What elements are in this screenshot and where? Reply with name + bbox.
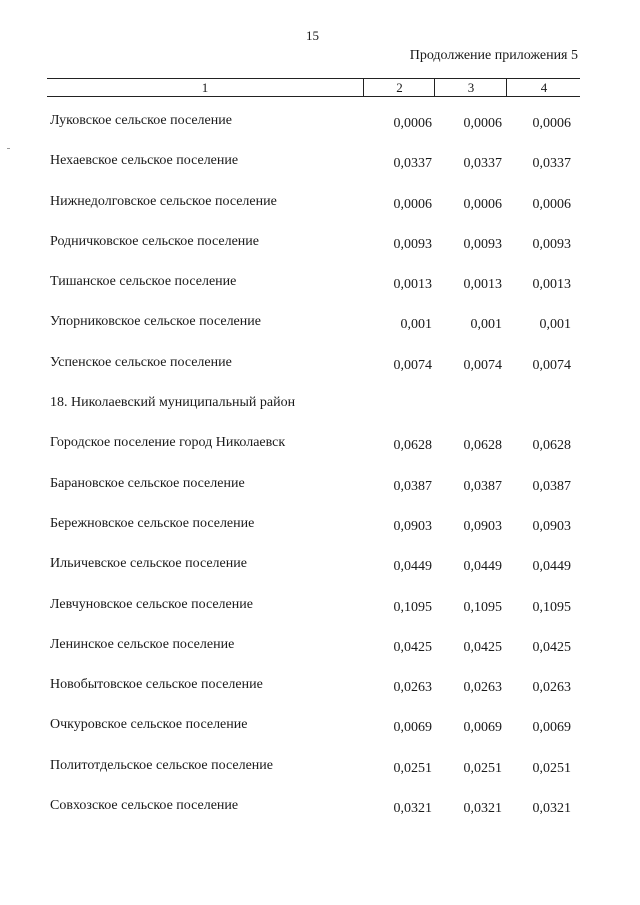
row-value-col-2: 0,0449 bbox=[393, 559, 432, 575]
row-value-col-4: 0,0263 bbox=[532, 680, 571, 696]
table-row bbox=[50, 355, 585, 395]
table-row bbox=[50, 234, 585, 274]
row-name: Нехаевское сельское поселение bbox=[50, 153, 239, 169]
row-name: Родничковское сельское поселение bbox=[50, 233, 259, 249]
row-value-col-2: 0,0263 bbox=[393, 680, 432, 696]
row-name: Нижнедолговское сельское поселение bbox=[50, 193, 277, 209]
row-name: Луковское сельское поселение bbox=[50, 113, 232, 128]
row-value-col-2: 0,0321 bbox=[393, 801, 432, 817]
row-name: Ленинское сельское поселение bbox=[50, 636, 235, 652]
continuation-title: Продолжение приложения 5 bbox=[409, 48, 578, 63]
row-value-col-2: 0,0628 bbox=[393, 438, 432, 454]
row-value-col-4: 0,0321 bbox=[532, 801, 571, 817]
row-value-col-4: 0,0251 bbox=[532, 760, 571, 776]
table-row bbox=[50, 113, 585, 153]
row-name: Тишанское сельское поселение bbox=[50, 274, 237, 290]
row-value-col-4: 0,0628 bbox=[532, 438, 571, 454]
row-name: Новобытовское сельское поселение bbox=[50, 677, 263, 693]
row-value-col-4: 0,001 bbox=[539, 317, 571, 333]
row-name: Успенское сельское поселение bbox=[50, 354, 232, 370]
row-name: Барановское сельское поселение bbox=[50, 475, 245, 491]
row-value-col-4: 0,1095 bbox=[532, 599, 571, 615]
row-value-col-2: 0,0093 bbox=[393, 236, 432, 252]
row-value-col-3: 0,0013 bbox=[463, 277, 502, 293]
header-col-4: 4 bbox=[506, 79, 581, 96]
page-number: 15 bbox=[306, 28, 319, 43]
table-row bbox=[50, 274, 585, 314]
row-value-col-4: 0,0069 bbox=[532, 720, 571, 736]
row-value-col-4: 0,0387 bbox=[532, 478, 571, 494]
header-bottom-rule bbox=[47, 96, 580, 97]
table-header bbox=[47, 78, 580, 97]
row-value-col-4: 0,0013 bbox=[532, 277, 571, 293]
row-value-col-4: 0,0337 bbox=[532, 156, 571, 172]
row-name: Городское поселение город Николаевск bbox=[50, 435, 286, 451]
row-value-col-3: 0,0069 bbox=[463, 720, 502, 736]
row-value-col-2: 0,1095 bbox=[393, 599, 432, 615]
header-col-3: 3 bbox=[434, 79, 507, 96]
header-col-2: 2 bbox=[363, 79, 435, 96]
row-value-col-2: 0,0013 bbox=[393, 277, 432, 293]
row-value-col-3: 0,0006 bbox=[463, 116, 502, 131]
table-row bbox=[50, 677, 585, 717]
row-value-col-4: 0,0449 bbox=[532, 559, 571, 575]
row-value-col-4: 0,0006 bbox=[532, 196, 571, 212]
table-row bbox=[50, 637, 585, 677]
row-name: Бережновское сельское поселение bbox=[50, 515, 255, 531]
row-value-col-2: 0,0006 bbox=[393, 196, 432, 212]
table-row bbox=[50, 556, 585, 596]
row-value-col-2: 0,0903 bbox=[393, 518, 432, 534]
row-value-col-2: 0,0251 bbox=[393, 760, 432, 776]
row-value-col-3: 0,0006 bbox=[463, 196, 502, 212]
table-body bbox=[50, 113, 585, 838]
row-value-col-2: 0,0074 bbox=[393, 357, 432, 373]
row-value-col-3: 0,0263 bbox=[463, 680, 502, 696]
table-row bbox=[50, 597, 585, 637]
row-value-col-2: 0,0069 bbox=[393, 720, 432, 736]
row-name: Совхозское сельское поселение bbox=[50, 798, 239, 814]
row-value-col-3: 0,0093 bbox=[463, 236, 502, 252]
row-name: Ильичевское сельское поселение bbox=[50, 556, 247, 572]
row-name: Очкуровское сельское поселение bbox=[50, 717, 248, 733]
row-name: Политотдельское сельское поселение bbox=[50, 757, 273, 773]
row-name: Упорниковское сельское поселение bbox=[50, 314, 261, 330]
row-value-col-3: 0,0251 bbox=[463, 760, 502, 776]
scan-artifact bbox=[7, 148, 10, 149]
table-row bbox=[50, 717, 585, 757]
row-value-col-3: 0,001 bbox=[470, 317, 502, 333]
row-value-col-2: 0,0337 bbox=[393, 156, 432, 172]
table-row bbox=[50, 798, 585, 838]
row-value-col-2: 0,001 bbox=[400, 317, 432, 333]
header-col-1: 1 bbox=[201, 80, 209, 95]
row-value-col-2: 0,0387 bbox=[393, 478, 432, 494]
table-row bbox=[50, 314, 585, 354]
row-value-col-3: 0,0628 bbox=[463, 438, 502, 454]
row-name: Левчуновское сельское поселение bbox=[50, 596, 253, 612]
table-row bbox=[50, 516, 585, 556]
table-row bbox=[50, 194, 585, 234]
row-value-col-3: 0,0449 bbox=[463, 559, 502, 575]
row-value-col-4: 0,0903 bbox=[532, 518, 571, 534]
row-value-col-3: 0,1095 bbox=[463, 599, 502, 615]
row-value-col-3: 0,0337 bbox=[463, 156, 502, 172]
row-value-col-3: 0,0321 bbox=[463, 801, 502, 817]
row-value-col-3: 0,0903 bbox=[463, 518, 502, 534]
row-value-col-4: 0,0074 bbox=[532, 357, 571, 373]
table-row bbox=[50, 395, 585, 435]
row-value-col-4: 0,0006 bbox=[532, 116, 571, 131]
row-name: 18. Николаевский муниципальный район bbox=[50, 395, 296, 411]
row-value-col-3: 0,0074 bbox=[463, 357, 502, 373]
row-value-col-2: 0,0006 bbox=[393, 116, 432, 131]
row-value-col-4: 0,0093 bbox=[532, 236, 571, 252]
table-row bbox=[50, 758, 585, 798]
row-value-col-2: 0,0425 bbox=[393, 639, 432, 655]
table-row bbox=[50, 153, 585, 193]
table-row bbox=[50, 476, 585, 516]
row-value-col-3: 0,0425 bbox=[463, 639, 502, 655]
row-value-col-4: 0,0425 bbox=[532, 639, 571, 655]
row-value-col-3: 0,0387 bbox=[463, 478, 502, 494]
table-row bbox=[50, 435, 585, 475]
